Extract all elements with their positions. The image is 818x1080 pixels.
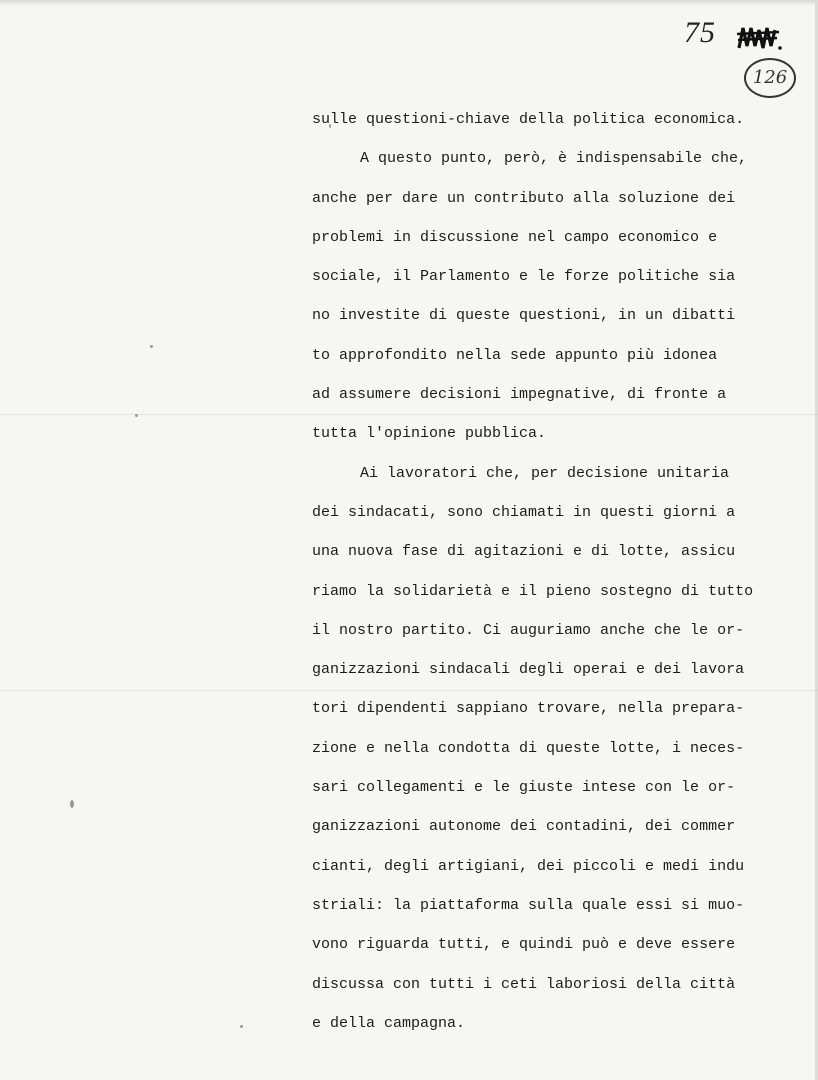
text-line: to approfondito nella sede appunto più idonea: [312, 346, 718, 364]
text-line: tutta l'opinione pubblica.: [312, 425, 547, 443]
text-line: striali: la piattaforma sulla quale essi si muo-: [312, 896, 745, 914]
text-line: riamo la solidarietà e il pieno sostegno di tutto: [312, 582, 754, 600]
text-line: Ai lavoratori che, per decisione unitaria: [360, 464, 730, 482]
typed-body-text: [312, 100, 802, 1043]
scan-speck: [150, 345, 153, 348]
scan-top-edge: [0, 0, 818, 6]
text-line: no investite di queste questioni, in un dibatti: [312, 307, 736, 325]
text-line: zione e nella condotta di queste lotte, i neces-: [312, 739, 745, 757]
text-line: anche per dare un contributo alla soluzione dei: [312, 189, 736, 207]
scan-speck: [70, 800, 74, 808]
text-line: vono riguarda tutti, e quindi può e deve essere: [312, 936, 736, 954]
scan-speck: [240, 1025, 243, 1028]
text-line: cianti, degli artigiani, dei piccoli e medi indu: [312, 857, 745, 875]
scan-speck: [135, 414, 138, 417]
handwritten-page-number: 75: [684, 16, 716, 49]
text-line: sulle questioni-chiave della politica economica.: [312, 111, 745, 128]
text-line: una nuova fase di agitazioni e di lotte, assicu: [312, 543, 736, 561]
text-line: dei sindacati, sono chiamati in questi giorni a: [312, 503, 736, 521]
text-line: sociale, il Parlamento e le forze politiche sia: [312, 268, 736, 286]
text-line: ad assumere decisioni impegnative, di fronte a: [312, 386, 727, 404]
circled-archive-number: 126: [744, 58, 796, 98]
scribbled-out-number-icon: [735, 22, 783, 52]
text-line: A questo punto, però, è indispensabile che,: [360, 150, 748, 168]
text-line: ganizzazioni sindacali degli operai e dei lavora: [312, 661, 745, 679]
text-line: problemi in discussione nel campo economico e: [312, 228, 718, 246]
text-line: tori dipendenti sappiano trovare, nella prepara-: [312, 700, 745, 718]
text-line: sari collegamenti e le giuste intese con le or-: [312, 779, 736, 797]
text-line: discussa con tutti i ceti laboriosi della città: [312, 975, 736, 993]
text-line: e della campagna.: [312, 1014, 466, 1032]
text-line: il nostro partito. Ci auguriamo anche che le or-: [312, 621, 745, 639]
text-line: ganizzazioni autonome dei contadini, dei commer: [312, 818, 736, 836]
